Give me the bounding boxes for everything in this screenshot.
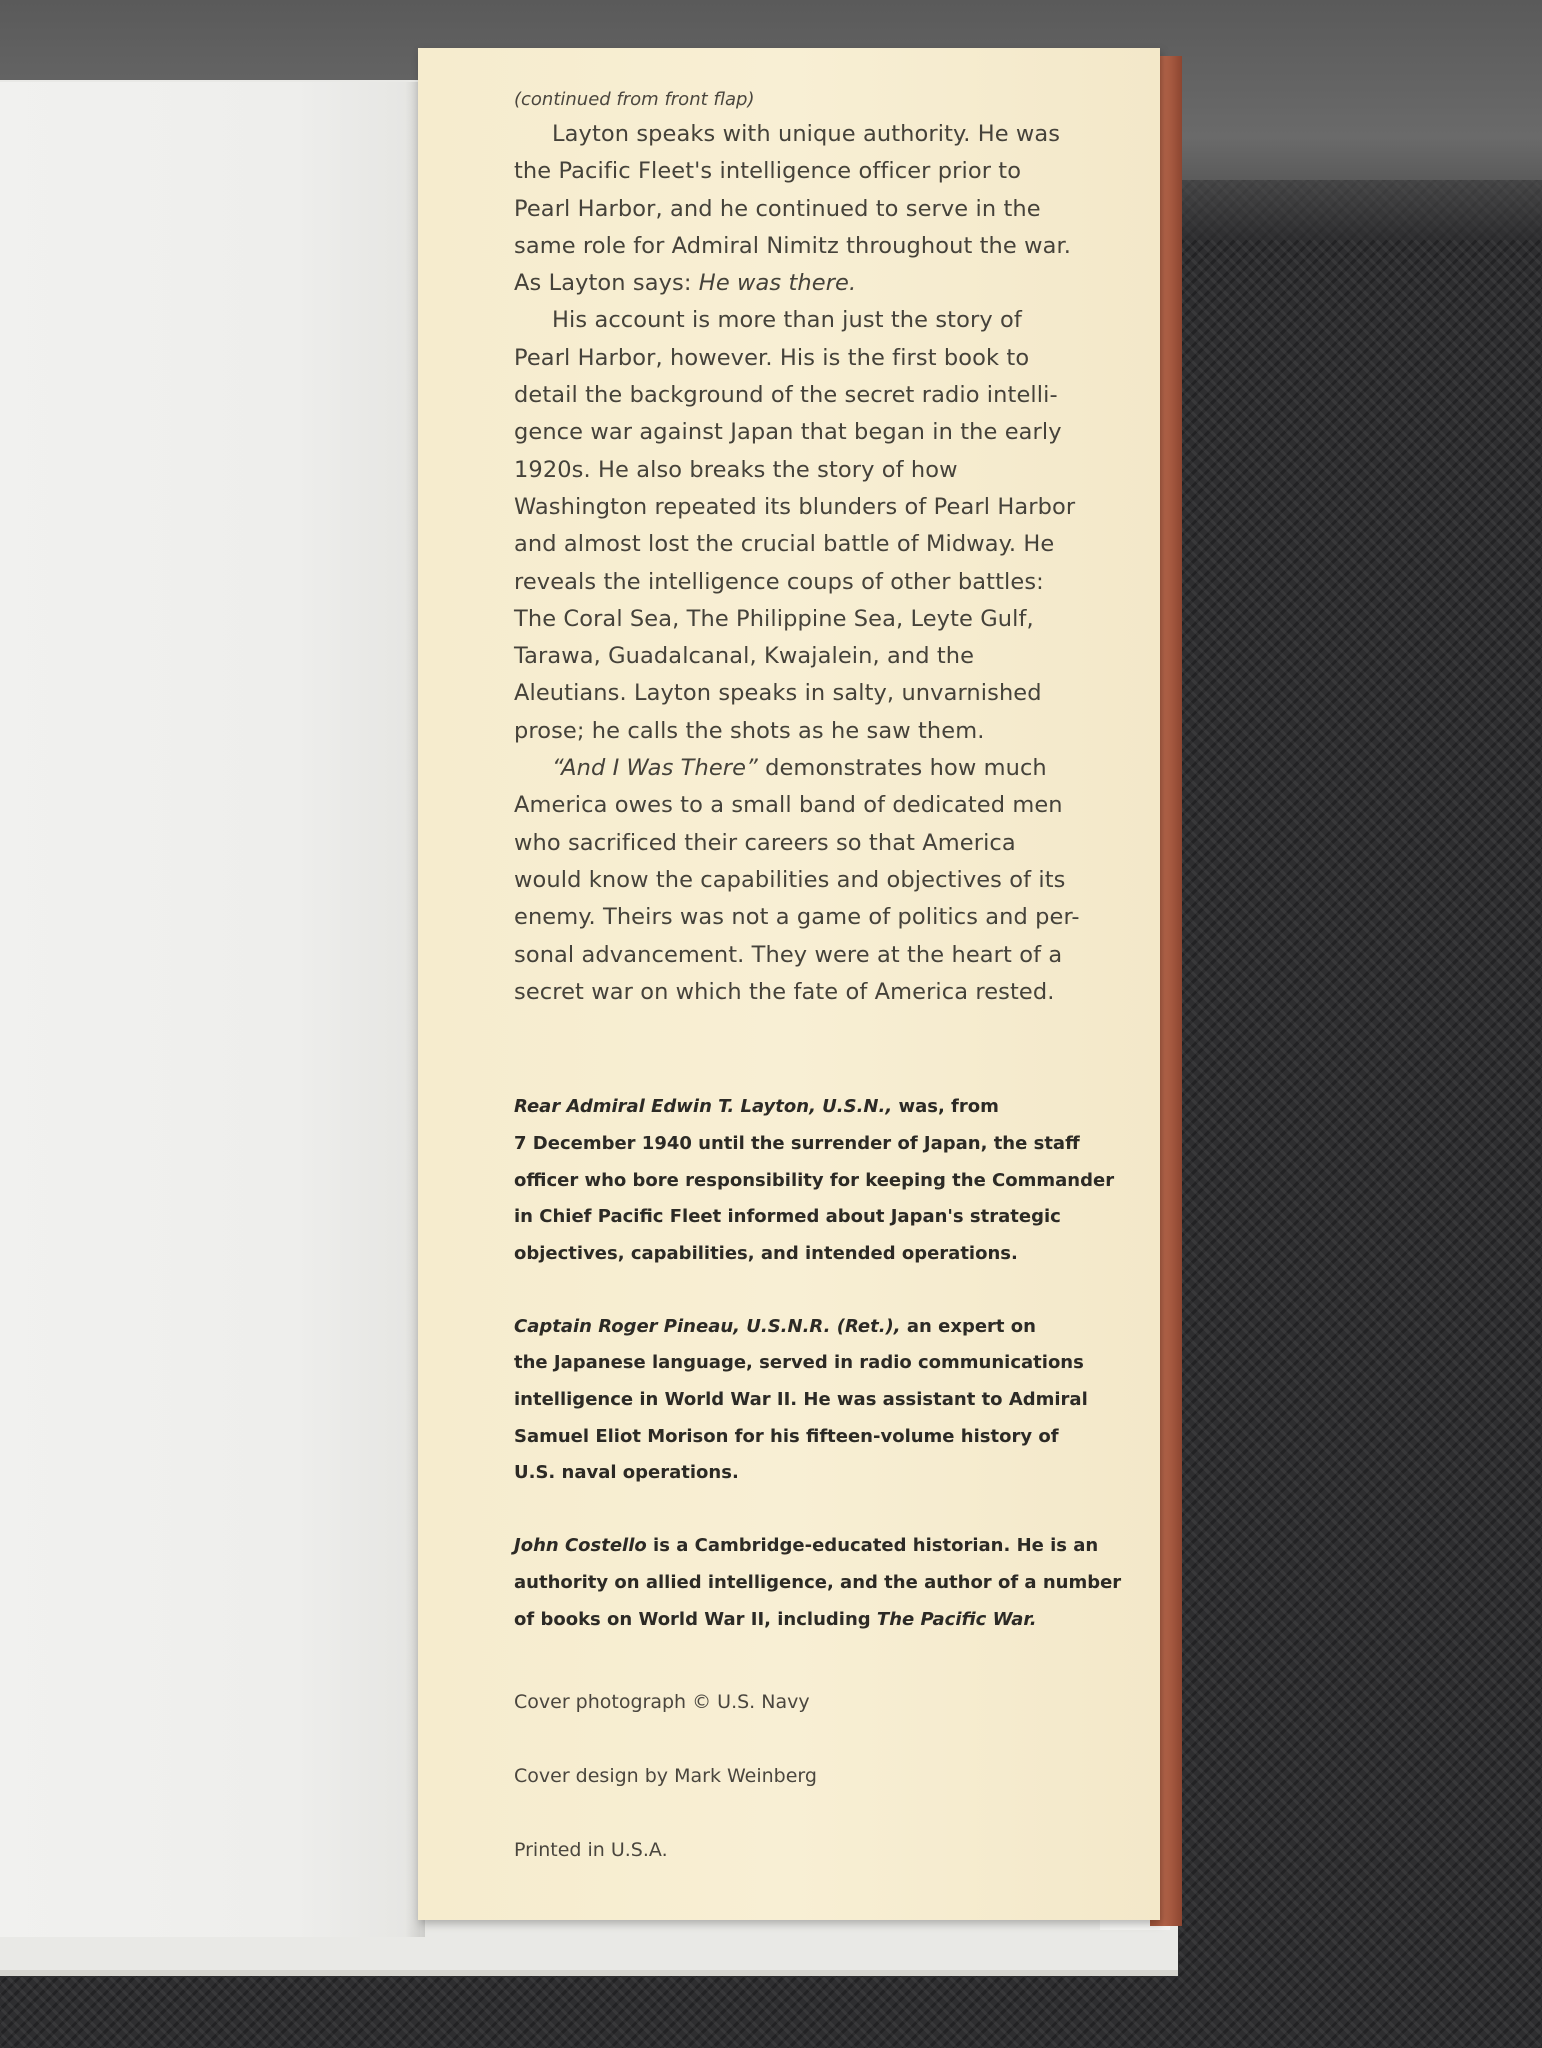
text-line: Pearl Harbor, and he continued to serve in the: [514, 195, 1041, 222]
continued-note: (continued from front flap): [514, 89, 755, 110]
text-line: [514, 750, 1114, 787]
text-line: gence war against Japan that began in the early: [514, 419, 1062, 446]
flap-text-block: [514, 88, 1122, 1862]
text-fragment: was, from: [892, 1096, 999, 1118]
paragraph-authority: [514, 116, 1114, 302]
text-fragment: an expert on: [900, 1315, 1036, 1337]
text-line: the Japanese language, served in radio communications: [514, 1352, 1084, 1374]
dust-jacket-back-flap: [418, 48, 1160, 1920]
text-fragment: is a Cambridge-educated historian. He is an: [646, 1535, 1099, 1557]
paragraph-account: [514, 302, 1114, 750]
text-line: detail the background of the secret radio intelli-: [514, 382, 1058, 409]
text-line: in Chief Pacific Fleet informed about Japan's strategic: [514, 1206, 1061, 1228]
author-name: Rear Admiral Edwin T. Layton, U.S.N.,: [514, 1096, 893, 1118]
credit-design: Cover design by Mark Weinberg: [514, 1765, 817, 1788]
text-line: Samuel Eliot Morison for his fifteen-volume history of: [514, 1425, 1059, 1447]
text-line: intelligence in World War II. He was assistant to Admiral: [514, 1389, 1088, 1411]
credit-photo: Cover photograph © U.S. Navy: [514, 1691, 810, 1714]
text-fragment: demonstrates how much: [757, 755, 1047, 782]
text-line: Aleutians. Layton speaks in salty, unvarnished: [514, 680, 1042, 707]
credit-printed: Printed in U.S.A.: [514, 1839, 668, 1862]
text-line: reveals the intelligence coups of other battles:: [514, 568, 1044, 595]
text-line: authority on allied intelligence, and the author of a number: [514, 1571, 1122, 1593]
text-fragment: of books on World War II, including: [514, 1608, 877, 1630]
text-fragment: As Layton says:: [514, 270, 699, 297]
text-line: sonal advancement. They were at the heart of a: [514, 941, 1063, 968]
text-line: America owes to a small band of dedicated men: [514, 792, 1063, 819]
text-line: His account is more than just the story of: [552, 307, 1022, 334]
text-line: [514, 265, 1114, 302]
author-name: Captain Roger Pineau, U.S.N.R. (Ret.),: [514, 1315, 901, 1337]
italic-title: “And I Was There”: [552, 755, 758, 782]
book-endpaper: [0, 82, 420, 1937]
text-line: prose; he calls the shots as he saw them.: [514, 717, 985, 744]
text-line: [514, 1528, 1114, 1565]
text-line: [514, 1602, 1114, 1639]
text-line: Washington repeated its blunders of Pearl Harbor: [514, 493, 1076, 520]
text-line: would know the capabilities and objectives of its: [514, 866, 1066, 893]
text-line: the Pacific Fleet's intelligence officer prior to: [514, 158, 1022, 185]
text-line: and almost lost the crucial battle of Midway. He: [514, 531, 1055, 558]
text-line: 1920s. He also breaks the story of how: [514, 456, 958, 483]
text-line: Tarawa, Guadalcanal, Kwajalein, and the: [514, 643, 975, 670]
text-line: who sacrificed their careers so that America: [514, 829, 1016, 856]
paragraph-owes: [514, 750, 1114, 1011]
author-name: John Costello: [514, 1535, 647, 1557]
text-line: same role for Admiral Nimitz throughout the war.: [514, 232, 1072, 259]
text-line: Pearl Harbor, however. His is the first book to: [514, 344, 1030, 371]
text-line: objectives, capabilities, and intended operations.: [514, 1242, 1018, 1264]
text-line: [514, 1089, 1114, 1126]
carpet-shadow: [1170, 180, 1542, 240]
text-line: enemy. Theirs was not a game of politics and per-: [514, 904, 1080, 931]
text-line: The Coral Sea, The Philippine Sea, Leyte Gulf,: [514, 605, 1034, 632]
text-line: U.S. naval operations.: [514, 1462, 739, 1484]
bio-costello: [514, 1528, 1122, 1638]
book-title: The Pacific War.: [876, 1608, 1037, 1630]
text-line: [514, 1309, 1114, 1346]
italic-quote: He was there.: [698, 270, 857, 297]
text-line: secret war on which the fate of America rested.: [514, 978, 1055, 1005]
bio-pineau: [514, 1309, 1114, 1493]
text-line: Layton speaks with unique authority. He was: [552, 121, 1061, 147]
text-line: officer who bore responsibility for keeping the Commander: [514, 1169, 1115, 1191]
bio-layton: [514, 1089, 1114, 1273]
text-line: 7 December 1940 until the surrender of Japan, the staff: [514, 1132, 1080, 1154]
